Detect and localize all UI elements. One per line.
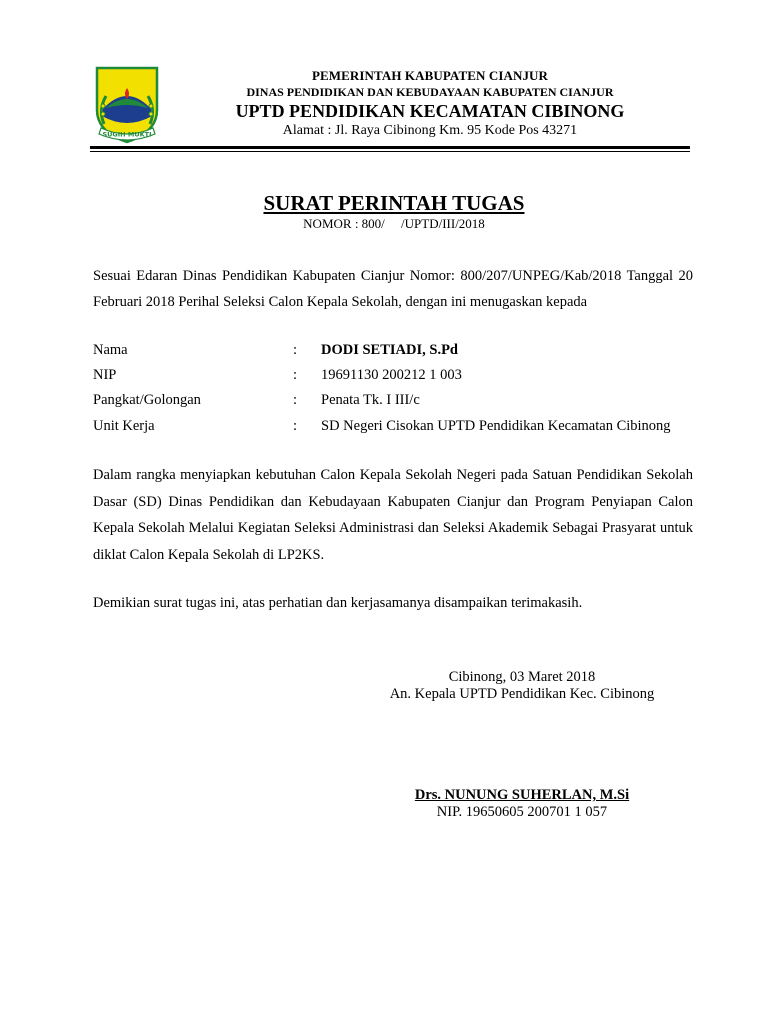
field-row-work-unit xyxy=(93,416,703,436)
field-label: Nama xyxy=(93,342,128,358)
letterhead-agency: DINAS PENDIDIKAN DAN KEBUDAYAAN KABUPATEN CIANJUR xyxy=(246,85,614,99)
letterhead-divider-thick xyxy=(90,146,690,149)
field-value-nip: 19691130 200212 1 003 xyxy=(321,367,462,383)
signature-position: An. Kepala UPTD Pendidikan Kec. Cibinong xyxy=(389,686,655,702)
emblem-motto: SUGIH MUKTI xyxy=(102,130,152,139)
field-row-rank xyxy=(93,390,703,410)
field-colon: : xyxy=(293,392,298,408)
field-value-rank: Penata Tk. I III/c xyxy=(321,392,420,408)
field-label: NIP xyxy=(93,367,117,383)
field-value-work-unit: SD Negeri Cisokan UPTD Pendidikan Kecamatan Cibinong xyxy=(321,418,671,434)
letterhead xyxy=(170,68,690,140)
letterhead-address: Alamat : Jl. Raya Cibinong Km. 95 Kode Pos 43271 xyxy=(282,123,578,138)
signatory-name: Drs. NUNUNG SUHERLAN, M.Si xyxy=(414,787,630,803)
field-colon: : xyxy=(293,367,298,383)
field-row-nama xyxy=(93,340,703,360)
cianjur-emblem-icon xyxy=(94,66,160,144)
signature-place-date: Cibinong, 03 Maret 2018 xyxy=(448,669,596,685)
signatory-nip: NIP. 19650605 200701 1 057 xyxy=(436,804,608,820)
body-paragraph: Dalam rangka menyiapkan kebutuhan Calon Kepala Sekolah Negeri pada Satuan Pendidikan Sekolah Dasar (SD) Dinas Pendidikan dan Kebudayaan Kabupaten Cianjur dan Program Penyiapan Calon Kepala Sekolah Melalui Kegiatan Seleksi Administrasi dan Seleksi Akademik Sebagai Prasyarat untuk diklat Calon Kepala Sekolah di LP2KS. xyxy=(93,467,693,563)
letterhead-office: UPTD PENDIDIKAN KECAMATAN CIBINONG xyxy=(235,101,625,121)
field-colon: : xyxy=(293,342,298,358)
field-row-nip xyxy=(93,365,703,385)
document-title: SURAT PERINTAH TUGAS xyxy=(263,191,525,215)
field-value-name: DODI SETIADI, S.Pd xyxy=(321,342,458,358)
opening-paragraph: Sesuai Edaran Dinas Pendidikan Kabupaten Cianjur Nomor: 800/207/UNPEG/Kab/2018 Tanggal 20 Februari 2018 Perihal Seleksi Calon Kepala Sekolah, dengan ini menugaskan kepada xyxy=(93,268,693,310)
field-label: Pangkat/Golongan xyxy=(93,392,201,408)
field-colon: : xyxy=(293,418,298,434)
closing-paragraph: Demikian surat tugas ini, atas perhatian dan kerjasamanya disampaikan terimakasih. xyxy=(93,595,583,611)
letterhead-government: PEMERINTAH KABUPATEN CIANJUR xyxy=(311,68,549,83)
document-number: NOMOR : 800/ /UPTD/III/2018 xyxy=(303,216,485,231)
letterhead-divider-thin xyxy=(90,151,690,152)
field-label: Unit Kerja xyxy=(93,418,155,434)
